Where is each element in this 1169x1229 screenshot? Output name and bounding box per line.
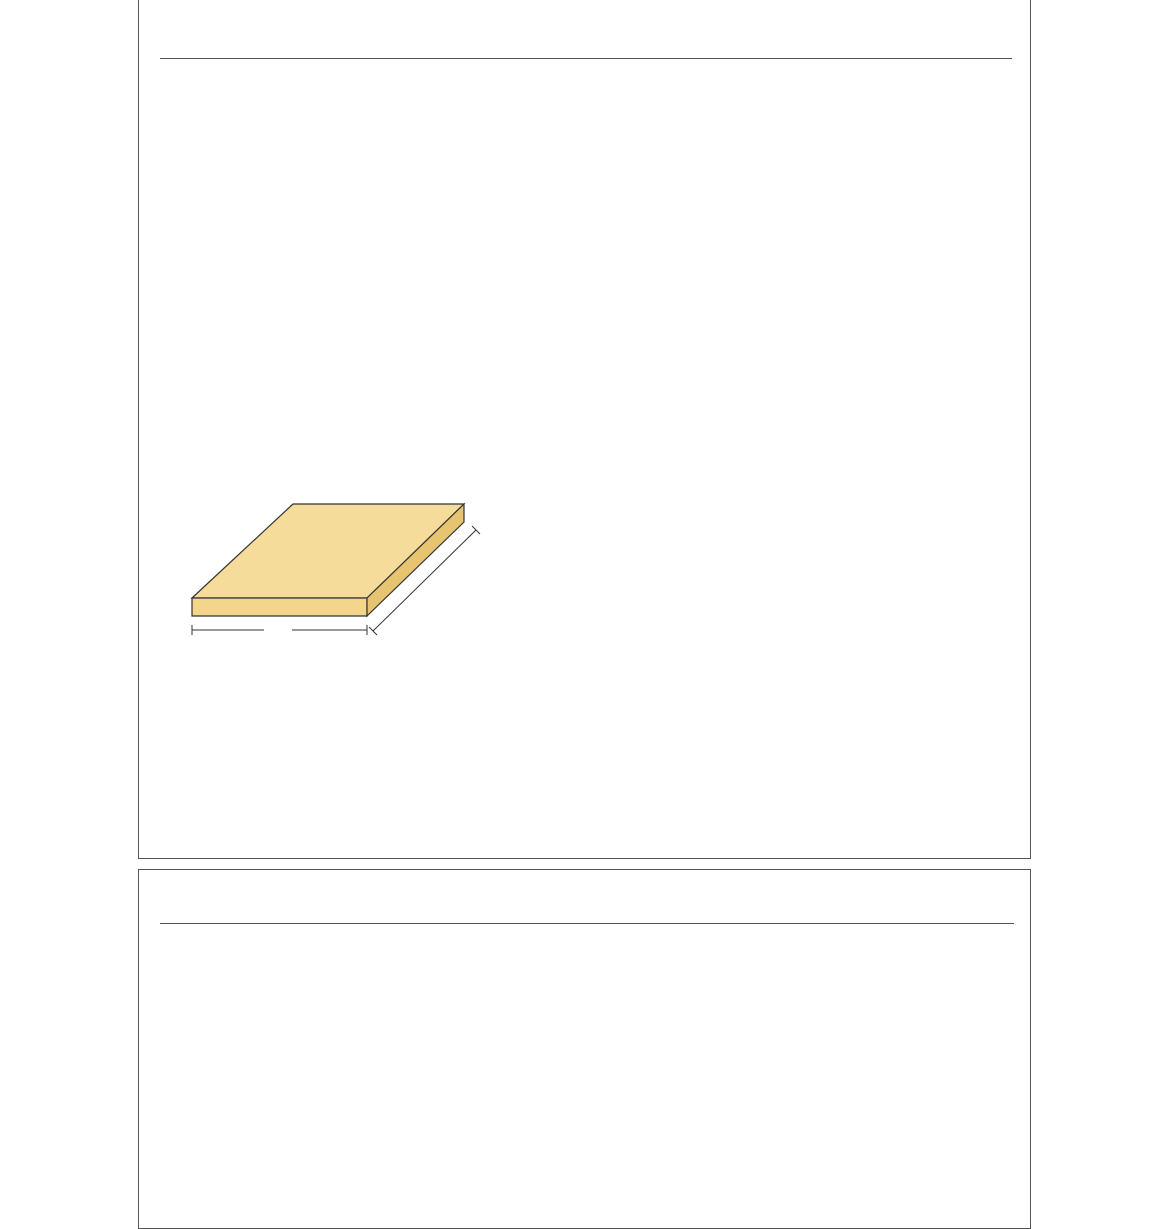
board-front-face xyxy=(192,598,367,616)
column-header xyxy=(396,894,644,924)
table-header-row xyxy=(160,24,1012,59)
column-header xyxy=(644,894,1014,924)
column-header xyxy=(644,24,1012,59)
headboard-table xyxy=(160,894,1014,924)
cutting-boards-table xyxy=(160,24,1012,59)
table-header-row xyxy=(160,894,1014,924)
column-header xyxy=(160,24,414,59)
column-header xyxy=(160,894,396,924)
board-foot-diagram xyxy=(160,500,500,640)
column-header xyxy=(414,24,644,59)
cutting-boards-panel xyxy=(138,0,1031,859)
